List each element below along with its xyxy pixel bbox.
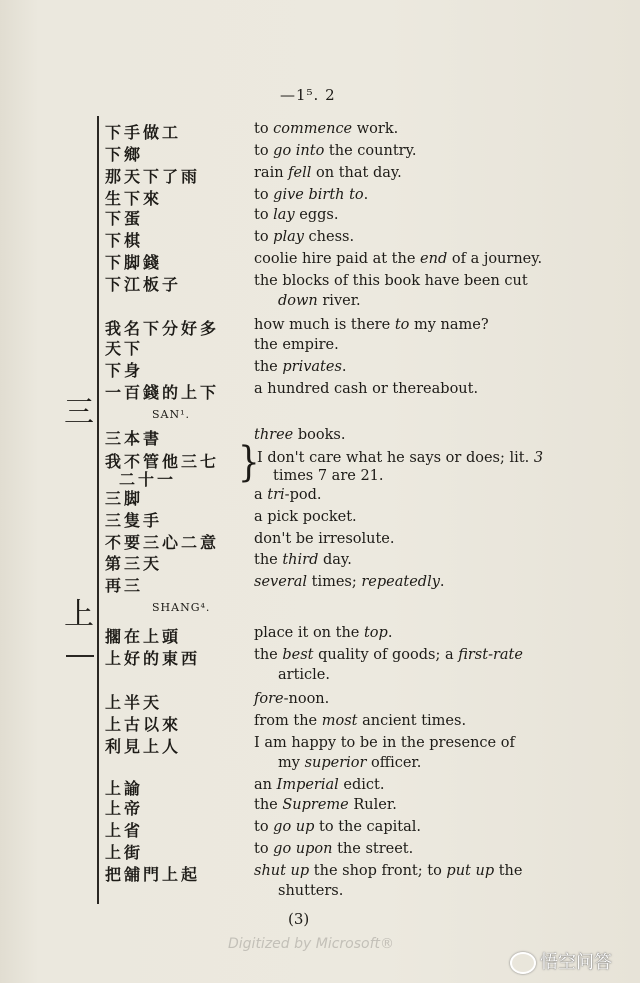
entry-english: shut up the shop front; to put up the — [254, 863, 523, 879]
entry-chinese: 一百錢的上下 — [105, 383, 220, 402]
entry-row — [105, 508, 605, 530]
entry-chinese: 那天下了雨 — [105, 167, 201, 186]
entry-english: several times; repeatedly. — [254, 574, 445, 590]
entry-english: to play chess. — [254, 229, 355, 245]
entry-chinese: 上半天 — [105, 693, 163, 712]
side-char-san: 三 — [64, 395, 94, 430]
entry-row — [105, 486, 605, 508]
entry-chinese: 下鄉 — [105, 145, 144, 164]
entry-english: to go into the country. — [254, 143, 417, 159]
entry-english: to lay eggs. — [254, 207, 339, 223]
entry-row — [105, 862, 605, 899]
entry-english: the privates. — [254, 359, 347, 375]
wukong-logo — [510, 948, 612, 974]
entry-chinese: 下江板子 — [105, 275, 182, 294]
page-number: (3) — [288, 910, 310, 928]
entry-row — [105, 840, 605, 862]
entry-english: rain fell on that day. — [254, 165, 402, 181]
entry-chinese: 我不管他三七 — [105, 452, 220, 471]
entry-english-continued: my superior officer. — [278, 755, 422, 771]
entry-english-continued: down river. — [278, 293, 361, 309]
entry-row — [105, 646, 605, 683]
entry-english: the third day. — [254, 552, 352, 568]
entry-chinese: 第三天 — [105, 554, 163, 573]
entry-english: to commence work. — [254, 121, 399, 137]
entry-chinese: 上街 — [105, 843, 144, 862]
entry-chinese: 上古以來 — [105, 715, 182, 734]
entry-chinese: 把舖門上起 — [105, 865, 201, 884]
entry-row — [105, 142, 605, 164]
entry-row — [105, 316, 605, 338]
entry-row — [105, 712, 605, 734]
entry-english: a tri-pod. — [254, 487, 322, 503]
entry-chinese: 生下來 — [105, 189, 163, 208]
entry-chinese: 三本書 — [105, 429, 163, 448]
entry-chinese: 利見上人 — [105, 737, 182, 756]
entry-row — [105, 690, 605, 712]
entry-row — [105, 551, 605, 573]
entry-english: the blocks of this book have been cut — [254, 273, 528, 289]
entry-chinese: 上省 — [105, 821, 144, 840]
entry-english: the Supreme Ruler. — [254, 797, 397, 813]
entry-row — [105, 206, 605, 228]
entry-chinese: 上諭 — [105, 779, 144, 798]
entry-row — [105, 272, 605, 309]
entry-row — [105, 120, 605, 142]
vertical-rule — [97, 116, 99, 904]
watermark: Digitized by Microsoft® — [228, 936, 395, 952]
entry-english: to give birth to. — [254, 187, 369, 203]
wukong-logo-text: 悟空问答 — [540, 952, 612, 973]
side-rule — [66, 655, 94, 657]
entry-english: times 7 are 21. — [273, 468, 384, 484]
entry-chinese: 擱在上頭 — [105, 627, 182, 646]
entry-english: to go up to the capital. — [254, 819, 421, 835]
wukong-logo-icon — [510, 952, 536, 974]
entry-row — [105, 573, 605, 595]
brace-glyph: } — [238, 439, 260, 487]
page-header: —1⁵. 2 — [280, 86, 336, 104]
entry-row — [105, 796, 605, 818]
entry-english-continued: article. — [278, 667, 330, 683]
entry-english-continued: shutters. — [278, 883, 344, 899]
entry-english: the best quality of goods; a first-rate — [254, 647, 523, 663]
entry-chinese: 三隻手 — [105, 511, 163, 530]
entry-row — [105, 164, 605, 186]
entry-chinese: 下棋 — [105, 231, 144, 250]
entry-row — [105, 734, 605, 771]
entry-english: an Imperial edict. — [254, 777, 385, 793]
entry-chinese: 上帝 — [105, 799, 144, 818]
entry-english: how much is there to my name? — [254, 317, 489, 333]
entry-english: a hundred cash or thereabout. — [254, 381, 479, 397]
entry-row — [105, 358, 605, 380]
entry-chinese: 天下 — [105, 339, 144, 358]
entry-english: place it on the top. — [254, 625, 393, 641]
entry-row — [105, 228, 605, 250]
entry-chinese: 下身 — [105, 361, 144, 380]
entry-row — [105, 250, 605, 272]
entry-row — [105, 530, 605, 552]
side-char-shang: 上 — [64, 597, 94, 632]
entry-chinese: 下蛋 — [105, 209, 144, 228]
entry-chinese: 再三 — [105, 576, 144, 595]
section-heading-shang: SHANG⁴. — [152, 601, 211, 614]
entry-chinese: 三脚 — [105, 489, 144, 508]
entry-row — [105, 776, 605, 798]
entry-chinese: 二十一 — [119, 470, 177, 489]
entry-chinese: 下手做工 — [105, 123, 182, 142]
entry-english: don't be irresolute. — [254, 531, 395, 547]
entry-english: fore-noon. — [254, 691, 330, 707]
entry-row — [105, 818, 605, 840]
entry-english: a pick pocket. — [254, 509, 357, 525]
entry-english: I am happy to be in the presence of — [254, 735, 515, 751]
section-heading-san: SAN¹. — [152, 408, 191, 421]
entry-english: I don't care what he says or does; lit. 3 — [257, 450, 544, 466]
entry-english: the empire. — [254, 337, 339, 353]
entry-row — [105, 336, 605, 358]
entry-chinese: 下脚錢 — [105, 253, 163, 272]
entry-chinese: 不要三心二意 — [105, 533, 220, 552]
entry-chinese: 我名下分好多 — [105, 319, 220, 338]
entry-english: coolie hire paid at the end of a journey. — [254, 251, 543, 267]
entry-chinese: 上好的東西 — [105, 649, 201, 668]
entry-english: to go upon the street. — [254, 841, 414, 857]
entry-row — [105, 426, 605, 448]
entry-row — [105, 186, 605, 208]
entry-row — [105, 380, 605, 402]
entry-row — [105, 624, 605, 646]
entry-english: from the most ancient times. — [254, 713, 467, 729]
entry-english: three books. — [254, 427, 346, 443]
